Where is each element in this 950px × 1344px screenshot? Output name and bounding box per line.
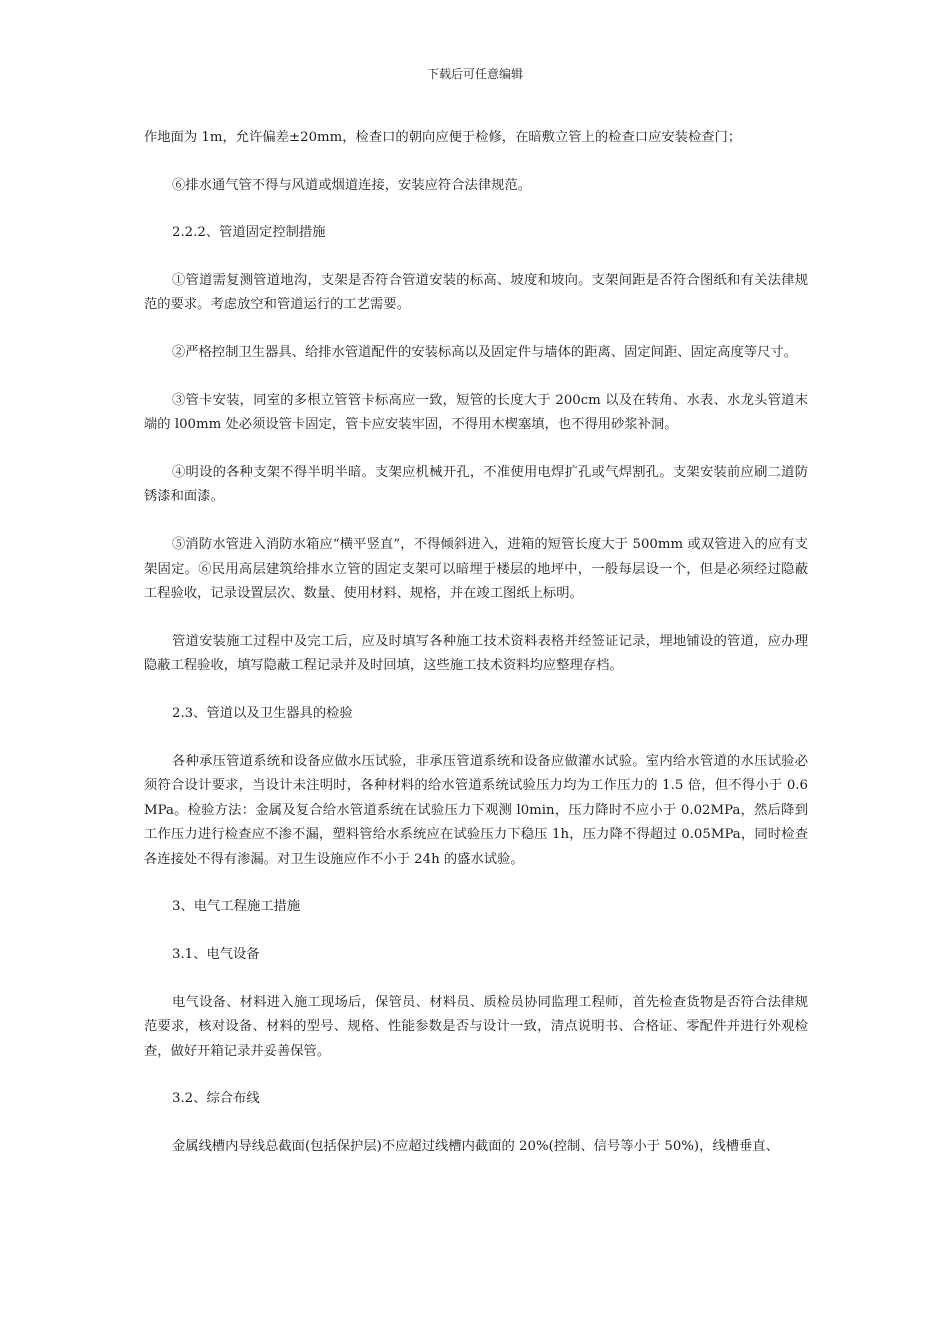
section-heading: 3.2、综合布线 (172, 1091, 260, 1107)
paragraph-text: ⑥排水通气管不得与风道或烟道连接，安装应符合法律规范。 (172, 177, 532, 193)
section-heading: 3.1、电气设备 (172, 947, 260, 963)
section-heading: 2.2.2、管道固定控制措施 (172, 225, 326, 241)
paragraph-text: 金属线槽内导线总截面(包括保护层)不应超过线槽内截面的 20%(控制、信号等小于 50%)，线槽垂直、 (172, 1139, 779, 1155)
paragraph-text: 各种承压管道系统和设备应做水压试验，非承压管道系统和设备应做灌水试验。室内给水管道的水压试验必须符合设计要求，当设计未注明时，各种材料的给水管道系统试验压力均为工作压力的 1.5 倍，但不得小于 0.6MPa。检验方法：金属及复合给水管道系统在试验压力下观测 l0min，压力降时不应小于 0.02MPa，然后降到工作压力进行检查应不渗不漏，塑料管给水系统应在试验压力下稳压 1h，压力降不得超过 0.05MPa，同时检查各连接处不得有渗漏。对卫生设施应作不小于 24h 的盛水试验。 (144, 753, 808, 867)
paragraph-text: ③管卡安装，同室的多根立管管卡标高应一致，短管的长度大于 200cm 以及在转角、水表、水龙头管道末端的 l00mm 处必须设管卡固定，管卡应安装牢固，不得用木楔塞填，也不得用砂浆补洞。 (144, 392, 808, 433)
document-body (144, 126, 808, 1183)
paragraph-text: 作地面为 1m，允许偏差±20mm，检查口的朝向应便于检修，在暗敷立管上的检查口应安装检查门； (144, 130, 742, 145)
paragraph-text: 电气设备、材料进入施工现场后，保管员、材料员、质检员协同监理工程师，首先检查货物是否符合法律规范要求，核对设备、材料的型号、规格、性能参数是否与设计一致，清点说明书、合格证、零配件并进行外观检查，做好开箱记录并妥善保管。 (144, 994, 808, 1059)
section-heading: 2.3、管道以及卫生器具的检验 (172, 705, 353, 721)
paragraph-text: ④明设的各种支架不得半明半暗。支架应机械开孔，不准使用电焊扩孔或气焊割孔。支架安装前应刷二道防锈漆和面漆。 (144, 464, 808, 505)
section-heading: 3、电气工程施工措施 (172, 899, 301, 915)
paragraph-text: ⑤消防水管进入消防水箱应“横平竖直”，不得倾斜进入，进箱的短管长度大于 500mm 或双管进入的应有支架固定。⑥民用高层建筑给排水立管的固定支架可以暗埋于楼层的地坪中，一般每层设一个，但是必须经过隐蔽工程验收，记录设置层次、数量、使用材料、规格，并在竣工图纸上标明。 (144, 536, 808, 602)
paragraph-text: 管道安装施工过程中及完工后，应及时填写各种施工技术资料表格并经签证记录，埋地铺设的管道，应办理隐蔽工程验收，填写隐蔽工程记录并及时回填，这些施工技术资料均应整理存档。 (144, 633, 808, 674)
page-header: 下载后可任意编辑 (426, 67, 523, 81)
paragraph-text: ②严格控制卫生器具、给排水管道配件的安装标高以及固定件与墙体的距离、固定间距、固定高度等尺寸。 (172, 344, 797, 360)
paragraph-text: ①管道需复测管道地沟，支架是否符合管道安装的标高、坡度和坡向。支架间距是否符合图纸和有关法律规范的要求。考虑放空和管道运行的工艺需要。 (144, 272, 808, 313)
